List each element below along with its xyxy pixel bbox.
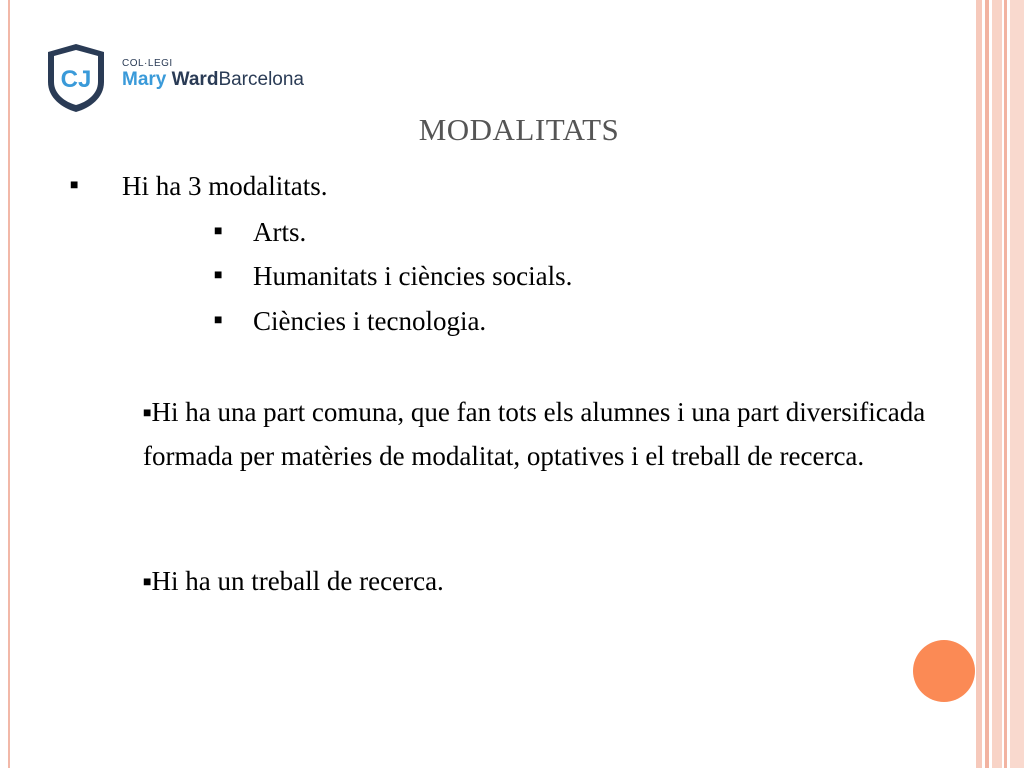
paragraph (143, 393, 993, 476)
bullet-icon: ■ (214, 267, 223, 283)
logo-name-city: Barcelona (218, 69, 304, 90)
slide-title: MODALITATS (418, 112, 620, 147)
orange-circle-decor (913, 640, 975, 702)
bullet-icon: ■ (214, 223, 223, 239)
paragraph-text: Hi ha un treball de recerca. (151, 566, 444, 596)
right-decor-stripe (976, 0, 982, 768)
logo-name-first: Mary (122, 69, 167, 90)
logo-subtitle: COL·LEGI (122, 58, 173, 69)
bullet-icon: ■ (70, 177, 79, 193)
bullet-icon: ■ (143, 575, 152, 590)
right-decor-stripe (1004, 0, 1007, 768)
main-bullet-text: Hi ha 3 modalitats. (122, 171, 328, 201)
logo-name-second: Ward (171, 69, 219, 90)
bullet-icon: ■ (143, 406, 152, 421)
logo-monogram: CJ (60, 66, 92, 93)
sub-bullet-text: Ciències i tecnologia. (253, 306, 487, 336)
school-logo (44, 42, 324, 114)
sub-bullet (214, 216, 306, 251)
logo-name (122, 69, 304, 91)
slide-title-wrap (0, 112, 940, 148)
sub-bullet-text: Humanitats i ciències socials. (253, 261, 573, 291)
bullet-icon: ■ (214, 312, 223, 328)
sub-bullet (214, 305, 486, 340)
right-decor-stripe (985, 0, 989, 768)
sub-bullet (214, 260, 572, 295)
right-decor-stripe (1010, 0, 1024, 768)
shield-logo-icon (44, 42, 108, 114)
sub-bullet-text: Arts. (253, 217, 307, 247)
main-bullet (70, 170, 327, 205)
right-decor-stripe (992, 0, 1002, 768)
paragraph (143, 562, 993, 606)
paragraph-text: Hi ha una part comuna, que fan tots els alumnes i una part diversificada formada per matèries de modalitat, optatives i el treball de recerca. (143, 397, 926, 471)
